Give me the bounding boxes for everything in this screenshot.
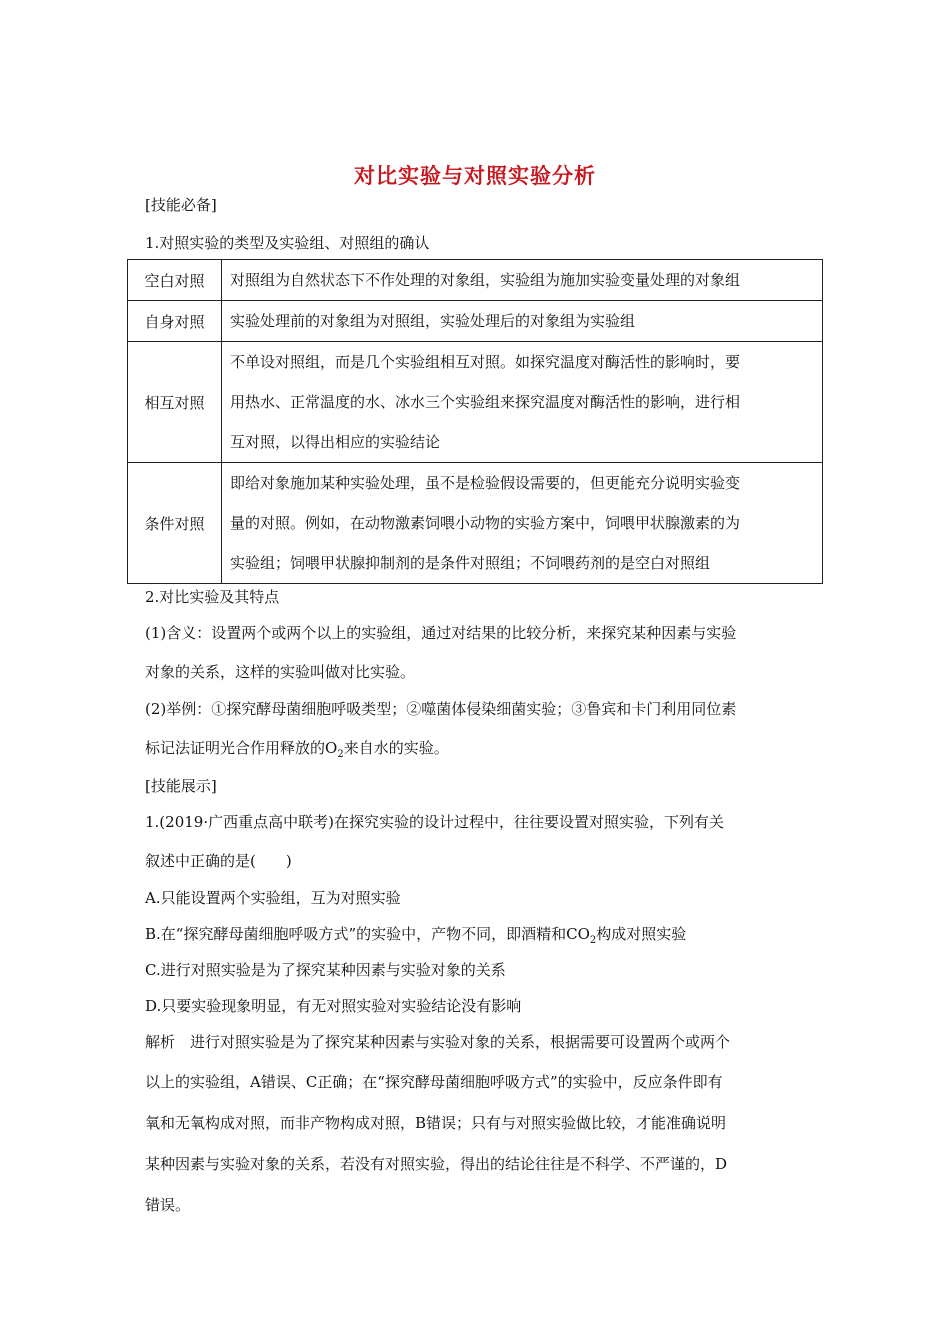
option-b: B.在“探究酵母菌细胞呼吸方式”的实验中，产物不同，即酒精和$CO_2$构成对照实验 [145,925,687,946]
control-type-cell: 条件对照 [128,463,222,584]
option-a: A.只能设置两个实验组，互为对照实验 [145,889,401,907]
section1-heading: 1.对照实验的类型及实验组、对照组的确认 [145,234,430,252]
control-desc-cell: 即给对象施加某种实验处理，虽不是检验假设需要的，但更能充分说明实验变 量的对照。例如，在动物激素饲喂小动物的实验方案中，饲喂甲状腺激素的为 实验组；饲喂甲状腺抑制剂的是条件对照组；不饲喂药剂的是空白对照组 [222,463,823,584]
table-row [128,301,823,342]
page-title: 对比实验与对照实验分析 [354,163,596,188]
control-type-cell: 相互对照 [128,342,222,463]
analysis-line: 错误。 [145,1196,191,1214]
section2-heading: 2.对比实验及其特点 [145,588,280,606]
control-desc-cell: 不单设对照组，而是几个实验组相互对照。如探究温度对酶活性的影响时，要 用热水、正常温度的水、冰水三个实验组来探究温度对酶活性的影响，进行相 互对照，以得出相应的实验结论 [222,342,823,463]
analysis-line: 某种因素与实验对象的关系，若没有对照实验，得出的结论往往是不科学、不严谨的，D [145,1155,728,1173]
table-row [128,260,823,301]
table-row [128,463,823,584]
table-row [128,342,823,463]
control-type-cell: 自身对照 [128,301,222,342]
control-type-cell: 空白对照 [128,260,222,301]
example-line: (2)举例：①探究酵母菌细胞呼吸类型；②噬菌体侵染细菌实验；③鲁宾和卡门利用同位素 [145,700,737,718]
option-d: D.只要实验现象明显，有无对照实验对实验结论没有影响 [145,997,522,1015]
question-line: 1.(2019·广西重点高中联考)在探究实验的设计过程中，往往要设置对照实验，下列有关 [145,813,724,831]
control-desc-cell: 实验处理前的对象组为对照组，实验处理后的对象组为实验组 [222,301,823,342]
question-line: 叙述中正确的是( ) [145,852,292,870]
analysis-line: 解析 进行对照实验是为了探究某种因素与实验对象的关系，根据需要可设置两个或两个 [145,1033,731,1051]
skills-required-header: [技能必备] [145,196,217,214]
analysis-line: 氧和无氧构成对照，而非产物构成对照，B错误；只有与对照实验做比较，才能准确说明 [145,1114,727,1132]
definition-line: (1)含义：设置两个或两个以上的实验组，通过对结果的比较分析，来探究某种因素与实验 [145,624,737,642]
definition-line: 对象的关系，这样的实验叫做对比实验。 [145,663,416,681]
example-line: 标记法证明光合作用释放的$O_2$来自水的实验。 [145,739,449,760]
analysis-line: 以上的实验组，A错误、C正确；在“探究酵母菌细胞呼吸方式”的实验中，反应条件即有 [145,1073,723,1091]
option-c: C.进行对照实验是为了探究某种因素与实验对象的关系 [145,961,506,979]
control-desc-cell: 对照组为自然状态下不作处理的对象组，实验组为施加实验变量处理的对象组 [222,260,823,301]
skills-display-header: [技能展示] [145,777,217,795]
control-types-table [127,259,823,584]
